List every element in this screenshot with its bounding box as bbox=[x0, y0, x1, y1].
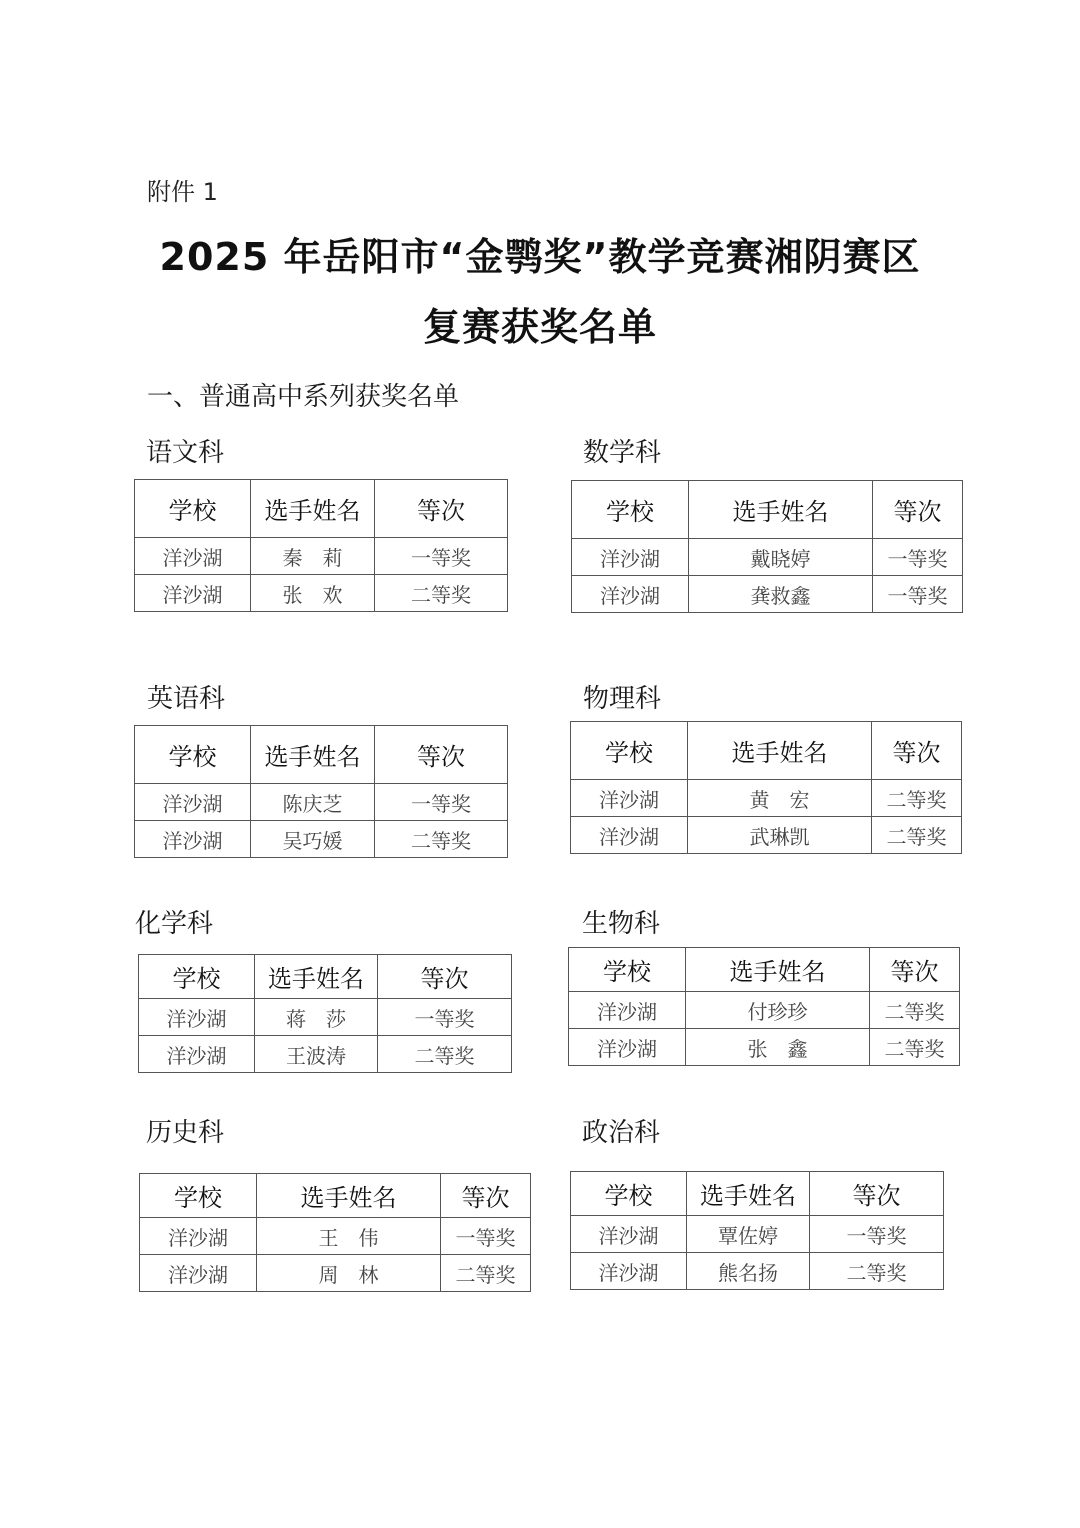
table-row bbox=[571, 817, 962, 854]
header-rank: 等次 bbox=[441, 1174, 531, 1218]
header-school: 学校 bbox=[571, 722, 688, 780]
cell-rank: 二等奖 bbox=[375, 575, 508, 612]
cell-name: 付珍珍 bbox=[686, 992, 870, 1029]
subject-chinese-title: 语文科 bbox=[146, 438, 225, 468]
cell-rank: 二等奖 bbox=[870, 992, 960, 1029]
award-table-chemistry bbox=[138, 954, 512, 1073]
subject-chemistry-title: 化学科 bbox=[135, 909, 214, 939]
cell-school: 洋沙湖 bbox=[135, 575, 251, 612]
cell-rank: 二等奖 bbox=[441, 1255, 531, 1292]
header-name: 选手姓名 bbox=[257, 1174, 441, 1218]
cell-name: 张 鑫 bbox=[686, 1029, 870, 1066]
header-school: 学校 bbox=[135, 480, 251, 538]
award-table-biology bbox=[568, 947, 960, 1066]
cell-name: 秦 莉 bbox=[251, 538, 375, 575]
cell-rank: 一等奖 bbox=[873, 539, 963, 576]
cell-rank: 一等奖 bbox=[378, 999, 512, 1036]
table-row bbox=[572, 539, 963, 576]
cell-rank: 二等奖 bbox=[375, 821, 508, 858]
cell-school: 洋沙湖 bbox=[571, 780, 688, 817]
section-heading: 一、普通高中系列获奖名单 bbox=[147, 382, 460, 412]
cell-rank: 二等奖 bbox=[872, 817, 962, 854]
header-school: 学校 bbox=[571, 1172, 687, 1216]
cell-rank: 一等奖 bbox=[375, 784, 508, 821]
cell-name: 王 伟 bbox=[257, 1218, 441, 1255]
table-row bbox=[140, 1255, 531, 1292]
table-row bbox=[569, 1029, 960, 1066]
table-row bbox=[135, 575, 508, 612]
header-school: 学校 bbox=[572, 481, 689, 539]
table-row bbox=[140, 1218, 531, 1255]
cell-name: 吴巧媛 bbox=[251, 821, 375, 858]
subject-math-title: 数学科 bbox=[583, 438, 662, 468]
table-row bbox=[135, 821, 508, 858]
cell-school: 洋沙湖 bbox=[569, 1029, 686, 1066]
header-rank: 等次 bbox=[375, 480, 508, 538]
cell-rank: 一等奖 bbox=[441, 1218, 531, 1255]
subject-biology-title: 生物科 bbox=[582, 909, 661, 939]
cell-school: 洋沙湖 bbox=[571, 1216, 687, 1253]
header-school: 学校 bbox=[140, 1174, 257, 1218]
header-name: 选手姓名 bbox=[686, 948, 870, 992]
cell-school: 洋沙湖 bbox=[571, 1253, 687, 1290]
header-school: 学校 bbox=[139, 955, 255, 999]
cell-school: 洋沙湖 bbox=[572, 539, 689, 576]
cell-school: 洋沙湖 bbox=[135, 538, 251, 575]
cell-name: 蒋 莎 bbox=[255, 999, 378, 1036]
cell-rank: 一等奖 bbox=[873, 576, 963, 613]
header-school: 学校 bbox=[135, 726, 251, 784]
table-row bbox=[139, 1036, 512, 1073]
header-name: 选手姓名 bbox=[689, 481, 873, 539]
header-name: 选手姓名 bbox=[687, 1172, 810, 1216]
table-row bbox=[139, 999, 512, 1036]
award-table-english bbox=[134, 725, 508, 858]
cell-rank: 二等奖 bbox=[870, 1029, 960, 1066]
cell-school: 洋沙湖 bbox=[140, 1255, 257, 1292]
table-row bbox=[135, 784, 508, 821]
header-name: 选手姓名 bbox=[251, 480, 375, 538]
document-title-line2: 复赛获奖名单 bbox=[422, 305, 657, 349]
cell-name: 陈庆芝 bbox=[251, 784, 375, 821]
award-table-math bbox=[571, 480, 963, 613]
cell-rank: 二等奖 bbox=[810, 1253, 944, 1290]
table-row bbox=[572, 576, 963, 613]
cell-rank: 一等奖 bbox=[375, 538, 508, 575]
table-row bbox=[571, 1216, 944, 1253]
cell-school: 洋沙湖 bbox=[569, 992, 686, 1029]
header-name: 选手姓名 bbox=[688, 722, 872, 780]
cell-rank: 二等奖 bbox=[378, 1036, 512, 1073]
cell-school: 洋沙湖 bbox=[140, 1218, 257, 1255]
subject-english-title: 英语科 bbox=[147, 684, 226, 714]
header-rank: 等次 bbox=[378, 955, 512, 999]
award-table-chinese bbox=[134, 479, 508, 612]
cell-rank: 一等奖 bbox=[810, 1216, 944, 1253]
subject-politics-title: 政治科 bbox=[582, 1118, 661, 1148]
cell-name: 戴晓婷 bbox=[689, 539, 873, 576]
cell-school: 洋沙湖 bbox=[139, 1036, 255, 1073]
cell-school: 洋沙湖 bbox=[139, 999, 255, 1036]
header-rank: 等次 bbox=[870, 948, 960, 992]
table-row bbox=[571, 780, 962, 817]
subject-history-title: 历史科 bbox=[146, 1118, 225, 1148]
header-rank: 等次 bbox=[375, 726, 508, 784]
cell-name: 黄 宏 bbox=[688, 780, 872, 817]
cell-name: 王波涛 bbox=[255, 1036, 378, 1073]
cell-name: 武琳凯 bbox=[688, 817, 872, 854]
cell-school: 洋沙湖 bbox=[135, 784, 251, 821]
document-title-line1: 2025 年岳阳市“金鹗奖”教学竞赛湘阴赛区 bbox=[159, 235, 921, 279]
header-name: 选手姓名 bbox=[251, 726, 375, 784]
cell-school: 洋沙湖 bbox=[135, 821, 251, 858]
header-rank: 等次 bbox=[810, 1172, 944, 1216]
header-rank: 等次 bbox=[873, 481, 963, 539]
cell-school: 洋沙湖 bbox=[571, 817, 688, 854]
table-row bbox=[135, 538, 508, 575]
cell-name: 周 林 bbox=[257, 1255, 441, 1292]
award-table-history bbox=[139, 1173, 531, 1292]
award-table-politics bbox=[570, 1171, 944, 1290]
cell-rank: 二等奖 bbox=[872, 780, 962, 817]
attachment-label: 附件 1 bbox=[147, 178, 218, 206]
cell-name: 熊名扬 bbox=[687, 1253, 810, 1290]
cell-name: 龚救鑫 bbox=[689, 576, 873, 613]
header-name: 选手姓名 bbox=[255, 955, 378, 999]
cell-name: 张 欢 bbox=[251, 575, 375, 612]
award-table-physics bbox=[570, 721, 962, 854]
subject-physics-title: 物理科 bbox=[583, 684, 662, 714]
cell-school: 洋沙湖 bbox=[572, 576, 689, 613]
cell-name: 覃佐婷 bbox=[687, 1216, 810, 1253]
table-row bbox=[569, 992, 960, 1029]
table-row bbox=[571, 1253, 944, 1290]
header-rank: 等次 bbox=[872, 722, 962, 780]
header-school: 学校 bbox=[569, 948, 686, 992]
